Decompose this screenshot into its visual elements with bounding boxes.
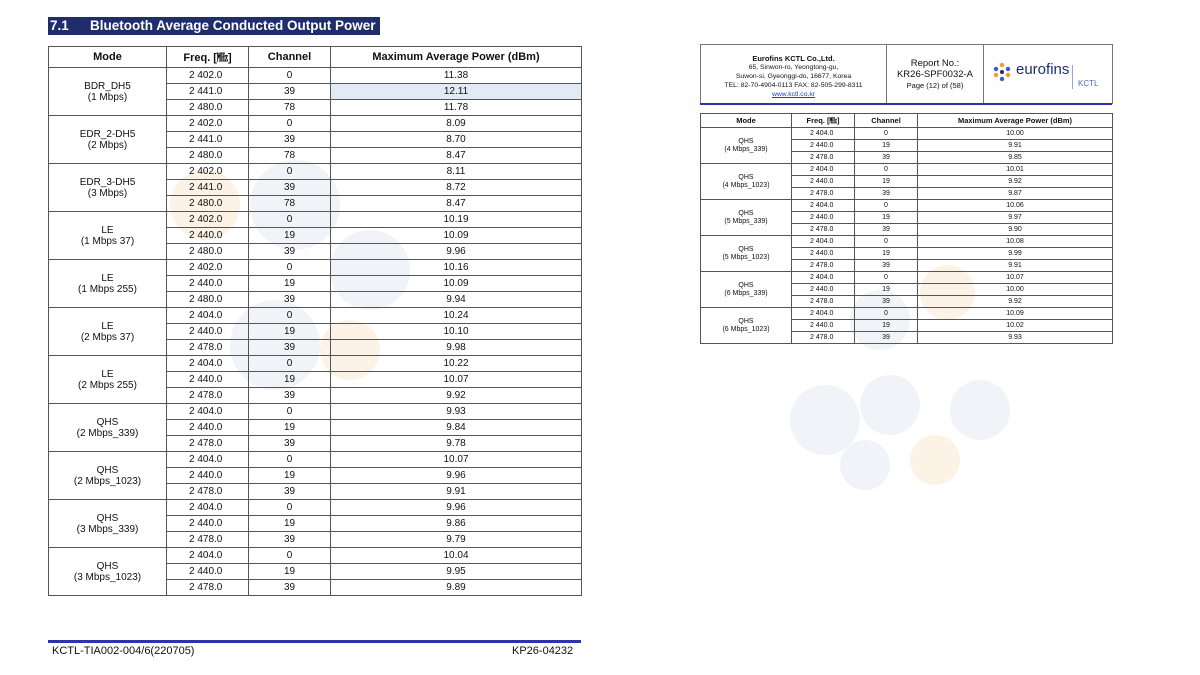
freq-cell: 2 478.0 — [167, 436, 249, 452]
freq-cell: 2 440.0 — [167, 468, 249, 484]
power-cell: 10.16 — [331, 260, 582, 276]
watermark-dot — [860, 375, 920, 435]
channel-cell: 19 — [855, 248, 918, 260]
report-header — [700, 44, 1113, 104]
table-row — [701, 272, 1113, 284]
page-indicator: Page (12) of (58) — [906, 81, 964, 90]
channel-cell: 19 — [249, 228, 331, 244]
freq-cell: 2 440.0 — [792, 320, 855, 332]
mode-cell — [49, 404, 167, 452]
mode-label-line: (5 Mbps_1023) — [722, 253, 770, 261]
channel-cell: 78 — [249, 100, 331, 116]
channel-cell: 0 — [249, 500, 331, 516]
power-cell: 9.87 — [918, 188, 1113, 200]
company-name: Eurofins KCTL Co.,Ltd. — [752, 54, 835, 63]
freq-cell: 2 440.0 — [167, 564, 249, 580]
freq-cell: 2 478.0 — [792, 152, 855, 164]
channel-cell: 39 — [249, 244, 331, 260]
table-row — [49, 500, 582, 516]
mode-cell — [49, 164, 167, 212]
power-cell: 9.96 — [331, 500, 582, 516]
mode-label-line: (3 Mbps_339) — [76, 523, 139, 535]
section-title — [48, 17, 380, 35]
channel-cell: 19 — [855, 176, 918, 188]
freq-cell: 2 480.0 — [167, 100, 249, 116]
output-power-table — [48, 46, 582, 596]
power-cell: 9.98 — [331, 340, 582, 356]
power-cell: 9.97 — [918, 212, 1113, 224]
power-cell: 9.93 — [918, 332, 1113, 344]
mode-cell — [49, 116, 167, 164]
power-cell: 9.96 — [331, 244, 582, 260]
mode-cell — [49, 68, 167, 116]
mode-cell — [701, 164, 792, 200]
footer-doc-code: KCTL-TIA002-004/6(220705) — [52, 645, 195, 657]
channel-cell: 39 — [855, 152, 918, 164]
channel-cell: 19 — [249, 324, 331, 340]
table-row — [49, 548, 582, 564]
mode-label-line: (1 Mbps) — [87, 91, 128, 103]
channel-cell: 39 — [249, 84, 331, 100]
power-cell: 8.72 — [331, 180, 582, 196]
freq-cell: 2 404.0 — [792, 128, 855, 140]
mode-label-line: (2 Mbps 37) — [80, 331, 135, 343]
channel-cell: 39 — [249, 388, 331, 404]
power-cell: 11.38 — [331, 68, 582, 84]
header-channel: Channel — [855, 114, 918, 128]
mode-label-line: QHS — [738, 209, 754, 217]
mode-cell — [701, 308, 792, 344]
mode-cell — [49, 260, 167, 308]
freq-cell: 2 478.0 — [167, 580, 249, 596]
freq-cell: 2 480.0 — [167, 292, 249, 308]
freq-cell: 2 440.0 — [167, 420, 249, 436]
power-cell: 10.24 — [331, 308, 582, 324]
mode-label-line: QHS — [738, 245, 754, 253]
mode-label-line: LE — [101, 320, 114, 332]
power-cell: 10.07 — [331, 452, 582, 468]
freq-cell: 2 404.0 — [167, 500, 249, 516]
power-cell: 9.89 — [331, 580, 582, 596]
logo-wordmark: eurofins — [1016, 61, 1070, 78]
mode-label-line: (3 Mbps) — [87, 187, 128, 199]
power-cell: 9.91 — [331, 484, 582, 500]
channel-cell: 0 — [249, 308, 331, 324]
power-cell: 9.91 — [918, 140, 1113, 152]
power-cell: 9.92 — [918, 176, 1113, 188]
table-row — [49, 212, 582, 228]
power-cell: 9.79 — [331, 532, 582, 548]
mode-label-line: (2 Mbps_1023) — [73, 475, 142, 487]
table-row — [49, 452, 582, 468]
header-mode: Mode — [701, 114, 792, 128]
channel-cell: 0 — [249, 404, 331, 420]
channel-cell: 39 — [249, 292, 331, 308]
logo-kctl: KCTL — [1078, 79, 1099, 88]
channel-cell: 0 — [249, 212, 331, 228]
power-cell: 10.10 — [331, 324, 582, 340]
footer-report-code: KP26-04232 — [512, 645, 574, 657]
freq-cell: 2 478.0 — [792, 296, 855, 308]
report-number-label: Report No.: — [910, 58, 960, 69]
power-cell: 9.99 — [918, 248, 1113, 260]
table-header-row — [49, 47, 582, 68]
mode-cell — [701, 236, 792, 272]
power-cell: 10.02 — [918, 320, 1113, 332]
freq-cell: 2 402.0 — [167, 212, 249, 228]
mode-label-line: QHS — [738, 173, 754, 181]
mode-label-line: QHS — [96, 416, 119, 428]
channel-cell: 19 — [855, 320, 918, 332]
power-cell: 10.09 — [918, 308, 1113, 320]
power-cell: 10.01 — [918, 164, 1113, 176]
table-row — [701, 236, 1113, 248]
report-info — [887, 45, 984, 103]
mode-label-line: (2 Mbps 255) — [78, 379, 137, 391]
power-cell: 9.94 — [331, 292, 582, 308]
mode-label-line: (2 Mbps) — [87, 139, 128, 151]
header-power: Maximum Average Power (dBm) — [918, 114, 1113, 128]
freq-cell: 2 440.0 — [792, 176, 855, 188]
header-channel: Channel — [249, 47, 331, 68]
power-cell: 10.19 — [331, 212, 582, 228]
channel-cell: 78 — [249, 148, 331, 164]
header-freq: Freq. [㎒] — [167, 47, 249, 68]
table-row — [49, 356, 582, 372]
power-cell: 10.00 — [918, 284, 1113, 296]
report-number: KR26-SPF0032-A — [896, 69, 974, 80]
power-cell: 10.00 — [918, 128, 1113, 140]
mode-label-line: (1 Mbps 37) — [80, 235, 135, 247]
channel-cell: 19 — [249, 276, 331, 292]
power-cell: 8.47 — [331, 148, 582, 164]
mode-label-line: (1 Mbps 255) — [78, 283, 137, 295]
channel-cell: 0 — [855, 164, 918, 176]
power-cell: 9.86 — [331, 516, 582, 532]
channel-cell: 19 — [249, 420, 331, 436]
eurofins-logo — [984, 45, 1112, 103]
mode-label-line: QHS — [96, 560, 119, 572]
channel-cell: 0 — [855, 272, 918, 284]
channel-cell: 19 — [249, 564, 331, 580]
power-cell: 9.96 — [331, 468, 582, 484]
freq-cell: 2 440.0 — [792, 248, 855, 260]
freq-cell: 2 480.0 — [167, 148, 249, 164]
freq-cell: 2 404.0 — [792, 236, 855, 248]
freq-cell: 2 480.0 — [167, 196, 249, 212]
output-power-table-continued — [700, 113, 1113, 344]
channel-cell: 39 — [249, 484, 331, 500]
freq-cell: 2 440.0 — [792, 212, 855, 224]
freq-cell: 2 440.0 — [167, 228, 249, 244]
power-cell: 9.93 — [331, 404, 582, 420]
power-cell: 8.70 — [331, 132, 582, 148]
channel-cell: 78 — [249, 196, 331, 212]
mode-label-line: QHS — [738, 137, 754, 145]
freq-cell: 2 478.0 — [792, 224, 855, 236]
company-website-link[interactable]: www.kctl.co.kr — [771, 91, 816, 98]
header-freq: Freq. [㎒] — [792, 114, 855, 128]
table-row — [701, 128, 1113, 140]
watermark-dot — [950, 380, 1010, 440]
mode-label-line: (3 Mbps_1023) — [73, 571, 142, 583]
freq-cell: 2 441.0 — [167, 132, 249, 148]
channel-cell: 39 — [249, 132, 331, 148]
mode-label-line: (4 Mbps_339) — [724, 145, 768, 153]
mode-cell — [49, 452, 167, 500]
header-mode: Mode — [49, 47, 167, 68]
company-address-line2: Suwon-si, Gyeonggi-do, 16677, Korea — [735, 73, 852, 80]
freq-cell: 2 478.0 — [792, 188, 855, 200]
freq-cell: 2 440.0 — [167, 324, 249, 340]
table-header-row — [701, 114, 1113, 128]
power-cell: 10.07 — [331, 372, 582, 388]
mode-label-line: EDR_3-DH5 — [79, 176, 136, 188]
channel-cell: 39 — [855, 224, 918, 236]
section-title-text: Bluetooth Average Conducted Output Power — [90, 18, 376, 33]
freq-cell: 2 478.0 — [167, 532, 249, 548]
freq-cell: 2 478.0 — [167, 484, 249, 500]
channel-cell: 0 — [249, 164, 331, 180]
mode-label-line: EDR_2-DH5 — [79, 128, 136, 140]
channel-cell: 0 — [855, 128, 918, 140]
mode-cell — [701, 200, 792, 236]
power-cell: 9.78 — [331, 436, 582, 452]
power-cell: 10.09 — [331, 228, 582, 244]
header-rule — [700, 103, 1112, 105]
channel-cell: 0 — [249, 260, 331, 276]
power-cell: 9.91 — [918, 260, 1113, 272]
freq-cell: 2 404.0 — [167, 404, 249, 420]
power-cell: 9.92 — [331, 388, 582, 404]
mode-label-line: (5 Mbps_339) — [724, 217, 768, 225]
freq-cell: 2 402.0 — [167, 68, 249, 84]
freq-cell: 2 404.0 — [792, 308, 855, 320]
power-cell: 10.07 — [918, 272, 1113, 284]
mode-cell — [49, 212, 167, 260]
mode-label-line: QHS — [96, 464, 119, 476]
mode-label-line: (6 Mbps_339) — [724, 289, 768, 297]
channel-cell: 39 — [249, 340, 331, 356]
mode-label-line: (2 Mbps_339) — [76, 427, 139, 439]
mode-cell — [49, 500, 167, 548]
freq-cell: 2 478.0 — [792, 260, 855, 272]
freq-cell: 2 404.0 — [167, 452, 249, 468]
channel-cell: 39 — [855, 332, 918, 344]
mode-cell — [701, 272, 792, 308]
mode-label-line: LE — [101, 272, 114, 284]
header-power: Maximum Average Power (dBm) — [331, 47, 582, 68]
channel-cell: 19 — [249, 468, 331, 484]
table-row — [49, 116, 582, 132]
freq-cell: 2 440.0 — [167, 372, 249, 388]
mode-label-line: QHS — [738, 317, 754, 325]
freq-cell: 2 404.0 — [792, 164, 855, 176]
channel-cell: 19 — [855, 212, 918, 224]
freq-cell: 2 440.0 — [792, 140, 855, 152]
mode-label-line: LE — [101, 368, 114, 380]
channel-cell: 0 — [855, 236, 918, 248]
table-row — [49, 404, 582, 420]
mode-cell — [49, 308, 167, 356]
channel-cell: 0 — [249, 356, 331, 372]
mode-cell — [49, 356, 167, 404]
mode-label-line: BDR_DH5 — [84, 80, 131, 92]
freq-cell: 2 404.0 — [792, 272, 855, 284]
power-cell: 12.11 — [331, 84, 582, 100]
logo-divider — [1072, 65, 1073, 89]
power-cell: 10.08 — [918, 236, 1113, 248]
table-row — [49, 68, 582, 84]
freq-cell: 2 404.0 — [167, 356, 249, 372]
table-row — [49, 164, 582, 180]
table-row — [49, 308, 582, 324]
mode-label-line: QHS — [738, 281, 754, 289]
mode-label-line: (4 Mbps_1023) — [722, 181, 770, 189]
power-cell: 11.78 — [331, 100, 582, 116]
watermark-dot — [840, 440, 890, 490]
freq-cell: 2 402.0 — [167, 260, 249, 276]
eurofins-logo-icon — [992, 62, 1012, 82]
channel-cell: 0 — [855, 200, 918, 212]
freq-cell: 2 404.0 — [792, 200, 855, 212]
freq-cell: 2 478.0 — [792, 332, 855, 344]
freq-cell: 2 404.0 — [167, 548, 249, 564]
power-cell: 9.84 — [331, 420, 582, 436]
table-row — [49, 260, 582, 276]
freq-cell: 2 402.0 — [167, 164, 249, 180]
power-cell: 10.09 — [331, 276, 582, 292]
section-number: 7.1 — [50, 18, 69, 33]
company-contact: TEL: 82-70-4904-0113 FAX: 82-505-299-8311 — [724, 82, 863, 89]
footer-rule — [48, 640, 581, 643]
table-row — [701, 200, 1113, 212]
mode-cell — [701, 128, 792, 164]
power-cell: 8.47 — [331, 196, 582, 212]
freq-cell: 2 480.0 — [167, 244, 249, 260]
freq-cell: 2 441.0 — [167, 84, 249, 100]
channel-cell: 39 — [249, 532, 331, 548]
freq-cell: 2 478.0 — [167, 388, 249, 404]
channel-cell: 19 — [249, 516, 331, 532]
channel-cell: 0 — [249, 116, 331, 132]
channel-cell: 39 — [855, 296, 918, 308]
watermark-dot — [910, 435, 960, 485]
power-cell: 9.90 — [918, 224, 1113, 236]
channel-cell: 19 — [855, 140, 918, 152]
mode-cell — [49, 548, 167, 596]
channel-cell: 39 — [855, 260, 918, 272]
mode-label-line: (6 Mbps_1023) — [722, 325, 770, 333]
freq-cell: 2 440.0 — [167, 276, 249, 292]
channel-cell: 0 — [249, 548, 331, 564]
table-row — [701, 164, 1113, 176]
freq-cell: 2 440.0 — [167, 516, 249, 532]
freq-cell: 2 402.0 — [167, 116, 249, 132]
table-row — [701, 308, 1113, 320]
company-info — [701, 45, 887, 103]
mode-label-line: QHS — [96, 512, 119, 524]
channel-cell: 19 — [855, 284, 918, 296]
power-cell: 8.11 — [331, 164, 582, 180]
power-cell: 9.85 — [918, 152, 1113, 164]
channel-cell: 19 — [249, 372, 331, 388]
channel-cell: 39 — [249, 436, 331, 452]
channel-cell: 0 — [249, 452, 331, 468]
power-cell: 9.92 — [918, 296, 1113, 308]
channel-cell: 0 — [855, 308, 918, 320]
channel-cell: 39 — [249, 180, 331, 196]
power-cell: 10.22 — [331, 356, 582, 372]
power-cell: 8.09 — [331, 116, 582, 132]
power-cell: 10.04 — [331, 548, 582, 564]
mode-label-line: LE — [101, 224, 114, 236]
company-address-line1: 65, Sinwon-ro, Yeongtong-gu, — [748, 64, 839, 71]
freq-cell: 2 440.0 — [792, 284, 855, 296]
power-cell: 9.95 — [331, 564, 582, 580]
freq-cell: 2 404.0 — [167, 308, 249, 324]
freq-cell: 2 441.0 — [167, 180, 249, 196]
channel-cell: 0 — [249, 68, 331, 84]
freq-cell: 2 478.0 — [167, 340, 249, 356]
channel-cell: 39 — [855, 188, 918, 200]
channel-cell: 39 — [249, 580, 331, 596]
power-cell: 10.06 — [918, 200, 1113, 212]
